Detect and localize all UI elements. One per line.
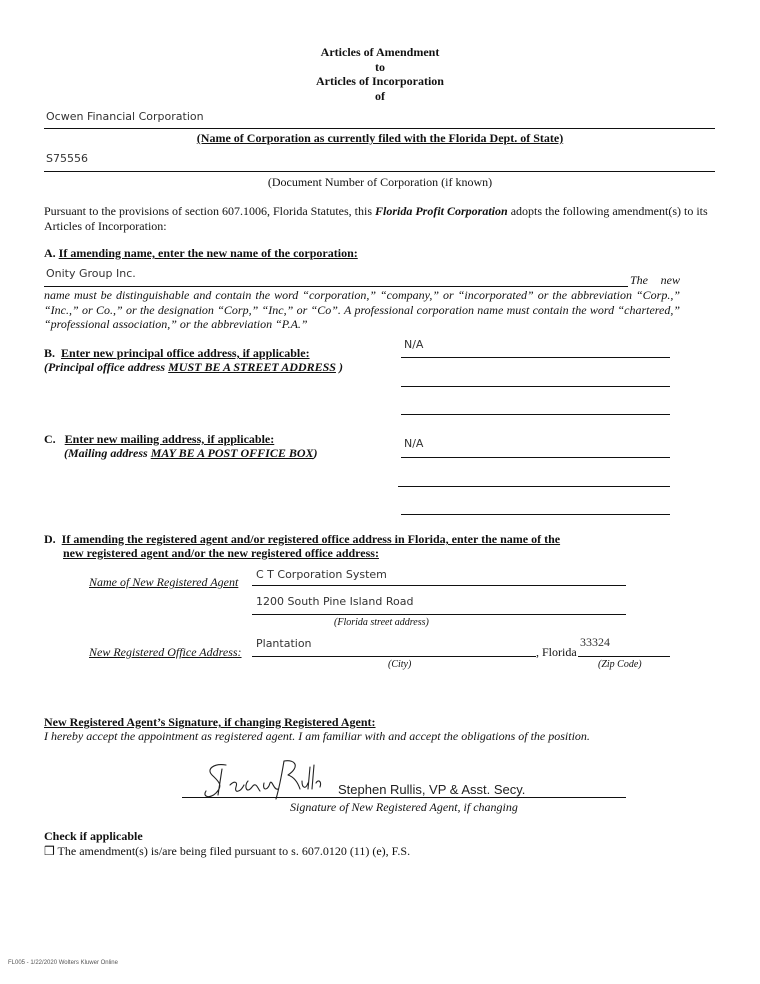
document-number-line [44,171,715,172]
form-title-line-3: Articles of Incorporation [316,74,444,88]
section-b-letter: B. [44,346,56,360]
mailing-address-line-3 [401,514,670,515]
document-number-value: S75556 [46,152,88,165]
section-c-note [64,446,318,461]
office-zip-value: 33324 [580,635,610,649]
section-d-heading-text-1: If amending the registered agent and/or registered office address in Florida, enter the name of the [61,532,561,546]
section-a-heading-text: If amending name, enter the new name of the corporation: [58,246,358,260]
checkbox-icon[interactable]: ❒ [44,844,55,858]
form-title-line-1: Articles of Amendment [320,45,440,59]
section-c-note-suffix: ) [313,446,318,460]
section-b-note-prefix: (Principal office address [44,360,169,374]
principal-address-value: N/A [404,338,424,351]
office-address-label: New Registered Office Address: [89,645,242,659]
intro-prefix: Pursuant to the provisions of section 607.1006, Florida Statutes, this [44,204,375,218]
mailing-address-line-2 [398,486,670,487]
agent-signer-name: Stephen Rullis, VP & Asst. Secy. [338,782,526,797]
name-instructions: name must be distinguishable and contain the word “corporation,” “company,” or “incorporated” or the abbreviation “Corp.,” “Inc.,” or Co.,” or the designation “Corp,” “Inc,” or “Co”. A professional corporation name must contain the word “chartered,” “professional association,” or the abbreviation “P.A.” [44,288,680,331]
agent-name-line [252,585,626,586]
section-a-heading [44,246,358,261]
principal-address-line-3 [401,414,670,415]
agent-name-label: Name of New Registered Agent [89,575,239,589]
document-number-caption: (Document Number of Corporation (if known) [267,175,493,189]
principal-address-line-1 [401,357,670,358]
office-street-line [252,614,626,615]
office-city-caption: (City) [388,659,412,670]
agent-name-value: C T Corporation System [256,568,387,581]
office-state-label: , Florida [536,645,577,659]
check-applicable-heading: Check if applicable [44,829,143,843]
office-zip-caption: (Zip Code) [598,659,642,670]
intro-corp-type: Florida Profit Corporation [374,204,508,218]
section-b-note [44,360,343,375]
check-applicable-text: The amendment(s) is/are being filed pursuant to s. 607.0120 (11) (e), F.S. [54,844,411,858]
agent-signature-caption: Signature of New Registered Agent, if changing [290,800,518,814]
intro-suffix: adopts the following amendment(s) to its Articles of Incorporation: [44,204,708,233]
agent-signature-line [182,797,626,798]
office-street-caption: (Florida street address) [334,617,429,628]
office-street-value: 1200 South Pine Island Road [256,595,414,608]
form-title-line-2: to [375,60,385,74]
section-b-note-emph: MUST BE A STREET ADDRESS [168,360,336,374]
section-c-heading-text: Enter new mailing address, if applicable: [64,432,275,446]
form-footer-code: FL005 - 1/22/2020 Wolters Kluwer Online [8,960,118,966]
section-c-heading [44,432,274,447]
principal-address-line-2 [401,386,670,387]
mailing-address-value: N/A [404,437,424,450]
section-c-letter: C. [44,432,56,446]
section-d-letter: D. [44,532,56,546]
corporation-name-line [44,128,715,129]
office-city-value: Plantation [256,637,312,650]
intro-paragraph [44,204,718,233]
agent-signature-heading: New Registered Agent’s Signature, if changing Registered Agent: [44,715,376,729]
section-c-note-prefix: (Mailing address [64,446,151,460]
new-name-line [44,286,628,287]
corporation-name-caption: (Name of Corporation as currently filed with the Florida Dept. of State) [196,131,564,145]
section-d-heading-line-2: new registered agent and/or the new registered office address: [63,546,379,560]
form-title-line-4: of [375,89,385,103]
new-name-line-end: The new [630,273,680,287]
section-b-note-suffix: ) [335,360,343,374]
mailing-address-line-1 [401,457,670,458]
agent-acceptance-statement: I hereby accept the appointment as registered agent. I am familiar with and accept the obligations of the position. [44,729,590,743]
new-name-value: Onity Group Inc. [46,267,136,280]
section-b-heading-text: Enter new principal office address, if applicable: [61,346,310,360]
section-c-note-emph: MAY BE A POST OFFICE BOX [150,446,314,460]
section-d-heading-line-1 [44,532,560,547]
office-city-line [252,656,536,657]
check-applicable-row [44,844,410,859]
office-zip-line [578,656,670,657]
section-a-letter: A. [44,246,56,260]
corporation-name-value: Ocwen Financial Corporation [46,110,204,123]
section-b-heading [44,346,310,361]
